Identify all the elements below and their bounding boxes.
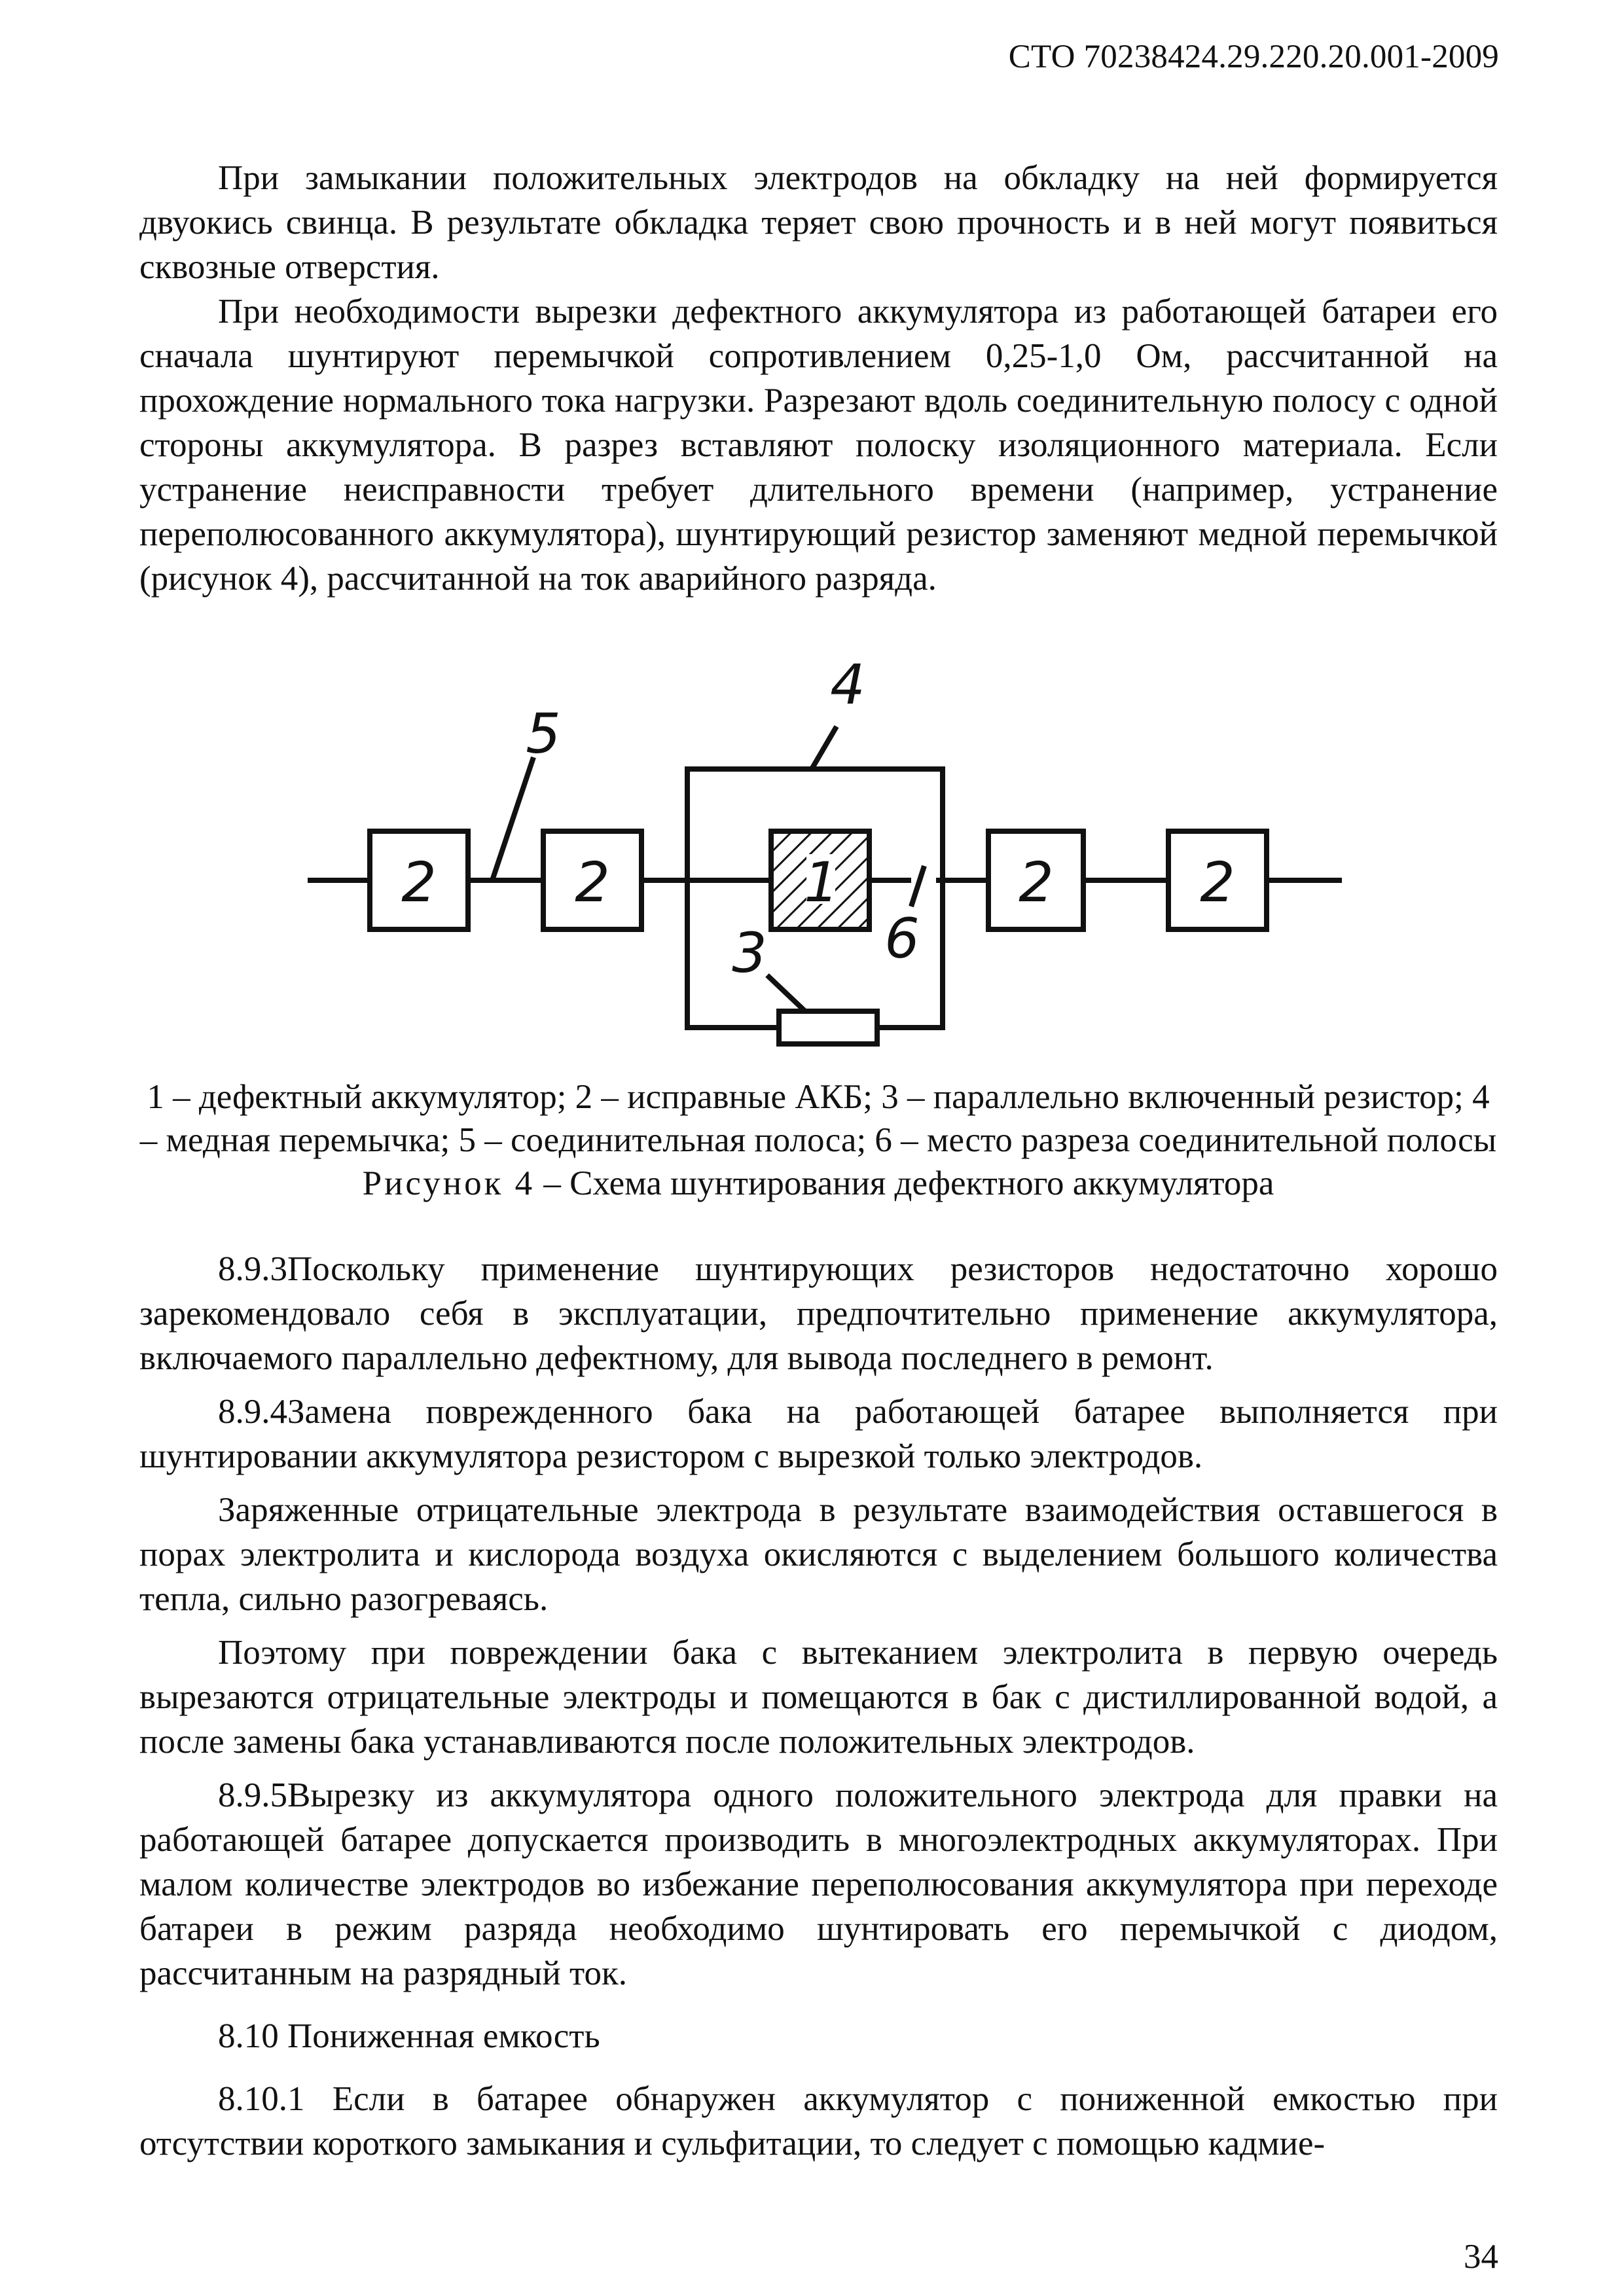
document-code-header: СТО 70238424.29.220.20.001-2009: [1008, 39, 1499, 75]
paragraph: 8.9.5Вырезку из аккумулятора одного положительного электрода для правки на работающей батарее допускается производить в многоэлектродных аккумуляторах. При малом количестве электродов во избежание переполюсования аккумулятора при переходе батареи в режим разряда необходимо шунтировать его перемычкой с диодом, рассчитанным на разрядный ток.: [139, 1776, 1498, 1992]
label-good: 2: [1200, 850, 1235, 914]
paragraph: При замыкании положительных электродов на обкладку на ней формируется двуокись свинца. В результате обкладка теряет свою прочность и в ней могут появиться сквозные отверстия.: [139, 159, 1498, 286]
figure-legend: 1 – дефектный аккумулятор; 2 – исправные АКБ; 3 – параллельно включенный резистор; 4 – медная перемычка; 5 – соединительная полоса; 6 – место разреза соединительной полосы: [139, 1078, 1497, 1159]
cut-mark-6: [911, 866, 924, 906]
leader-line-3: [767, 975, 805, 1011]
text-block-top: [139, 156, 1498, 601]
resistor: [779, 1011, 877, 1044]
label-defective: 1: [804, 850, 839, 914]
label-good: 2: [575, 850, 610, 914]
label-resistor: 3: [732, 921, 767, 985]
paragraph: 8.9.4Замена поврежденного бака на работающей батарее выполняется при шунтировании аккумулятора резистором с вырезкой только электродов.: [139, 1393, 1498, 1475]
label-connecting-strip: 5: [526, 702, 561, 766]
shunting-diagram: [0, 645, 1624, 1077]
paragraph: 8.10.1 Если в батарее обнаружен аккумулятор с пониженной емкостью при отсутствии короткого замыкания и сульфитации, то следует с помощью кадмие-: [139, 2080, 1498, 2162]
paragraph: Заряженные отрицательные электрода в результате взаимодействия оставшегося в порах электролита и кислорода воздуха окисляются с выделением большого количества тепла, сильно разогреваясь.: [139, 1491, 1498, 1618]
leader-line-5: [492, 757, 533, 880]
figure-title: [134, 1162, 1502, 1205]
text-block-bottom: [139, 1247, 1498, 2166]
figure-number: Рисунок 4: [362, 1164, 535, 1202]
figure-caption: [134, 1075, 1502, 1205]
label-cut-place: 6: [884, 906, 920, 971]
leader-line-4: [812, 726, 837, 769]
paragraph: Поэтому при повреждении бака с вытеканием электролита в первую очередь вырезаются отрицательные электроды и помещаются в бак с дистиллированной водой, а после замены бака устанавливаются после положительных электродов.: [139, 1634, 1498, 1761]
label-good: 2: [1019, 850, 1054, 914]
paragraph: 8.9.3Поскольку применение шунтирующих резисторов недостаточно хорошо зарекомендовало себя в эксплуатации, предпочтительно применение аккумулятора, включаемого параллельно дефектному, для вывода последнего в ремонт.: [139, 1250, 1498, 1377]
paragraph: При необходимости вырезки дефектного аккумулятора из работающей батареи его сначала шунтируют перемычкой сопротивлением 0,25-1,0 Ом, рассчитанной на прохождение нормального тока нагрузки. Разрезают вдоль соединительную полосу с одной стороны аккумулятора. В разрез вставляют полоску изоляционного материала. Если устранение неисправности требует длительного времени (например, устранение переполюсованного аккумулятора), шунтирующий резистор заменяют медной перемычкой (рисунок 4), рассчитанной на ток аварийного разряда.: [139, 293, 1498, 598]
page-number: 34: [1464, 2238, 1498, 2276]
label-copper-jumper: 4: [830, 653, 865, 717]
figure-title-text: – Схема шунтирования дефектного аккумулятора: [535, 1164, 1274, 1202]
section-heading: 8.10 Пониженная емкость: [218, 2017, 600, 2055]
label-good: 2: [401, 850, 437, 914]
